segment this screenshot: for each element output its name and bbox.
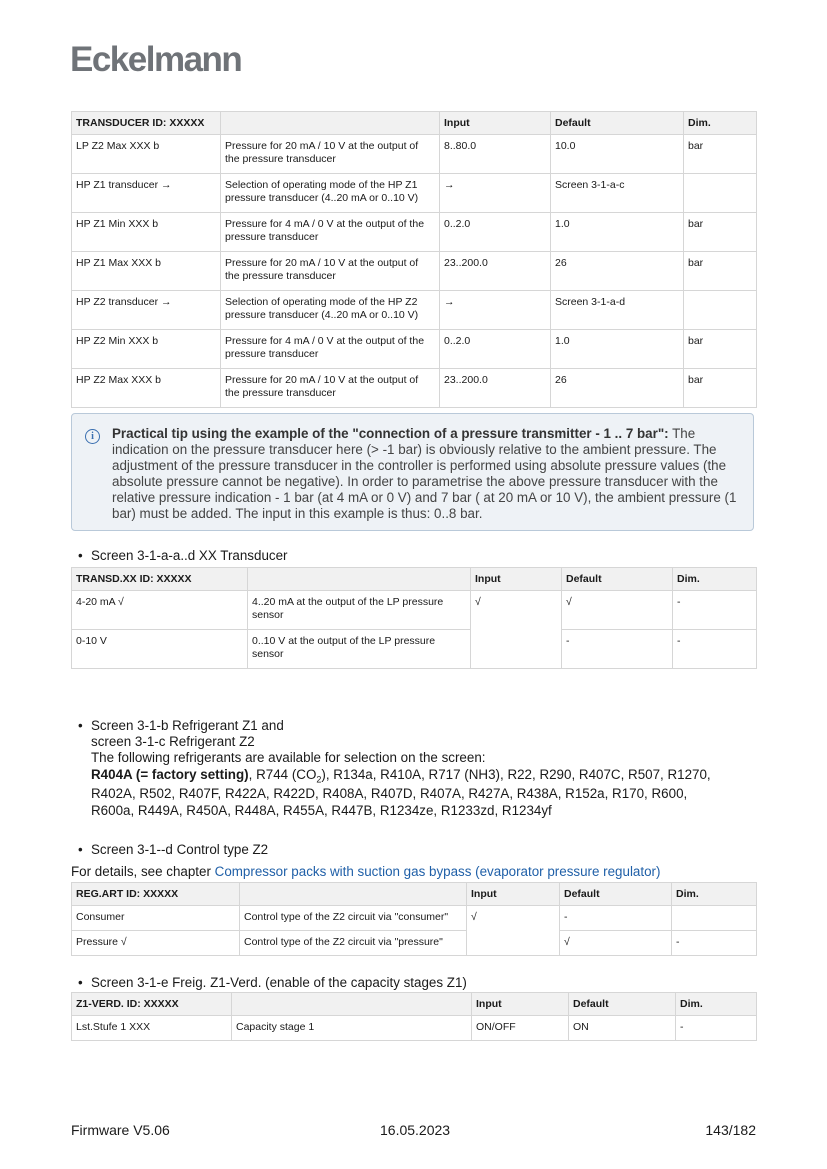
bullet-text: Screen 3-1-a-a..d XX Transducer xyxy=(91,548,288,563)
table-header-row xyxy=(72,568,757,591)
table-row xyxy=(72,213,757,252)
header-cell xyxy=(248,568,471,591)
table-cell: 26 xyxy=(551,369,684,408)
table-header-row xyxy=(72,993,757,1016)
table-row xyxy=(72,630,757,669)
table-cell: Pressure √ xyxy=(72,931,240,956)
table-cell: HP Z2 Max XXX b xyxy=(72,369,221,408)
tip-body: The indication on the pressure transducer here (> -1 bar) is obviously relative to the ambient pressure. The adjustment of the pressure transducer in the controller is performed using absolute pressure values (the absolute pressure cannot be negative). In order to parametrise the above pressure transducer with the relative pressure indication - 1 bar (at 4 mA or 0 V) and 7 bar ( at 20 mA or 10 V), the ambient pressure (1 bar) must be added. The input in this example is thus: 0..8 bar. xyxy=(112,426,737,521)
table-cell: 1.0 xyxy=(551,213,684,252)
table-cell: - xyxy=(560,906,672,931)
bullet-dot: • xyxy=(78,975,83,990)
table-cell: 0..2.0 xyxy=(440,213,551,252)
header-cell: REG.ART ID: XXXXX xyxy=(72,883,240,906)
table-row xyxy=(72,906,757,931)
subscript: 2 xyxy=(316,774,322,785)
table-cell: - xyxy=(672,931,757,956)
table-cell: HP Z1 Max XXX b xyxy=(72,252,221,291)
table-cell: - xyxy=(562,630,673,669)
table-cell: Selection of operating mode of the HP Z2 pressure transducer (4..20 mA or 0..10 V) xyxy=(221,291,440,330)
table-cell: bar xyxy=(684,330,757,369)
table-cell: 23..200.0 xyxy=(440,369,551,408)
table-cell: ON xyxy=(569,1016,676,1041)
practical-tip-box xyxy=(71,413,754,531)
table-cell: 0..10 V at the output of the LP pressure sensor xyxy=(248,630,471,669)
table-cell: HP Z2 transducer → xyxy=(72,291,221,330)
bullet-line: The following refrigerants are available for selection on the screen: xyxy=(91,750,486,765)
table-header-row xyxy=(72,112,757,135)
refrigerant-list xyxy=(91,767,711,788)
header-cell: Dim. xyxy=(673,568,757,591)
bullet-dot: • xyxy=(78,718,83,733)
table-cell: Lst.Stufe 1 XXX xyxy=(72,1016,232,1041)
header-cell: TRANSDUCER ID: XXXXX xyxy=(72,112,221,135)
table-cell: → xyxy=(440,291,551,330)
header-cell: Dim. xyxy=(672,883,757,906)
table-row xyxy=(72,174,757,213)
table-cell: 4..20 mA at the output of the LP pressure sensor xyxy=(248,591,471,630)
details-prefix: For details, see chapter xyxy=(71,864,215,879)
bullet-line: screen 3-1-c Refrigerant Z2 xyxy=(91,734,255,749)
table-cell: 4-20 mA √ xyxy=(72,591,248,630)
table-cell: 23..200.0 xyxy=(440,252,551,291)
refrigerant-text: ), R134a, R410A, R717 (NH3), R22, R290, R407C, R507, R1270, xyxy=(321,767,711,782)
header-cell: Z1-VERD. ID: XXXXX xyxy=(72,993,232,1016)
table-cell: Pressure for 4 mA / 0 V at the output of the pressure transducer xyxy=(221,330,440,369)
table-cell: √ xyxy=(467,906,560,956)
table-cell: HP Z1 Min XXX b xyxy=(72,213,221,252)
factory-setting-refrigerant: R404A (= factory setting) xyxy=(91,767,249,782)
table-cell: 1.0 xyxy=(551,330,684,369)
table-cell: 0-10 V xyxy=(72,630,248,669)
table-cell: bar xyxy=(684,369,757,408)
table-cell xyxy=(672,906,757,931)
table-cell: bar xyxy=(684,252,757,291)
header-cell: Default xyxy=(569,993,676,1016)
table-row xyxy=(72,330,757,369)
table-cell: Control type of the Z2 circuit via "pressure" xyxy=(240,931,467,956)
table-cell: HP Z1 transducer → xyxy=(72,174,221,213)
table-cell: Screen 3-1-a-c xyxy=(551,174,684,213)
table-cell: LP Z2 Max XXX b xyxy=(72,135,221,174)
table-row xyxy=(72,1016,757,1041)
table-cell xyxy=(684,291,757,330)
bullet-dot: • xyxy=(78,548,83,563)
tip-text xyxy=(112,426,744,522)
table-cell: bar xyxy=(684,135,757,174)
reg-art-table xyxy=(71,882,757,956)
table-cell: 0..2.0 xyxy=(440,330,551,369)
table-cell: Consumer xyxy=(72,906,240,931)
table-cell: 26 xyxy=(551,252,684,291)
header-cell: Input xyxy=(440,112,551,135)
bullet-text: Screen 3-1--d Control type Z2 xyxy=(91,842,269,857)
table-cell: √ xyxy=(562,591,673,630)
z1-verd-table xyxy=(71,992,757,1041)
table-cell: Pressure for 20 mA / 10 V at the output of the pressure transducer xyxy=(221,252,440,291)
refrigerant-text: , R744 (CO xyxy=(248,767,317,782)
table-cell: - xyxy=(673,591,757,630)
footer-page-number: 143/182 xyxy=(705,1122,756,1138)
table-cell: HP Z2 Min XXX b xyxy=(72,330,221,369)
table-header-row xyxy=(72,883,757,906)
header-cell: Dim. xyxy=(676,993,757,1016)
header-cell xyxy=(232,993,472,1016)
table-row xyxy=(72,591,757,630)
bullet-dot: • xyxy=(78,842,83,857)
refrigerant-list: R402A, R502, R407F, R422A, R422D, R408A, R407D, R407A, R427A, R438A, R152a, R170, R600, xyxy=(91,786,688,801)
table-cell: 10.0 xyxy=(551,135,684,174)
header-cell: Dim. xyxy=(684,112,757,135)
header-cell: Input xyxy=(471,568,562,591)
header-cell: Default xyxy=(562,568,673,591)
table-row xyxy=(72,369,757,408)
table-cell: √ xyxy=(471,591,562,669)
header-cell xyxy=(221,112,440,135)
header-cell: Default xyxy=(560,883,672,906)
table-row xyxy=(72,291,757,330)
bullet-line: Screen 3-1-b Refrigerant Z1 and xyxy=(91,718,284,733)
header-cell xyxy=(240,883,467,906)
refrigerant-list: R600a, R449A, R450A, R448A, R455A, R447B, R1234ze, R1233zd, R1234yf xyxy=(91,803,552,818)
info-icon: i xyxy=(85,429,100,444)
eckelmann-logo: Eckelmann xyxy=(70,40,242,79)
header-cell: TRANSD.XX ID: XXXXX xyxy=(72,568,248,591)
table-cell: 8..80.0 xyxy=(440,135,551,174)
table-cell: Pressure for 20 mA / 10 V at the output of the pressure transducer xyxy=(221,369,440,408)
footer-date: 16.05.2023 xyxy=(380,1122,451,1138)
table-cell: Selection of operating mode of the HP Z1 pressure transducer (4..20 mA or 0..10 V) xyxy=(221,174,440,213)
table-row xyxy=(72,931,757,956)
bullet-text: Screen 3-1-e Freig. Z1-Verd. (enable of the capacity stages Z1) xyxy=(91,975,467,990)
header-cell: Input xyxy=(472,993,569,1016)
table-cell: ON/OFF xyxy=(472,1016,569,1041)
table-cell: Pressure for 4 mA / 0 V at the output of the pressure transducer xyxy=(221,213,440,252)
table-cell: → xyxy=(440,174,551,213)
table-row xyxy=(72,252,757,291)
table-cell: - xyxy=(673,630,757,669)
header-cell: Input xyxy=(467,883,560,906)
transducer-table xyxy=(71,111,757,408)
transd-xx-table xyxy=(71,567,757,669)
table-row xyxy=(72,135,757,174)
table-cell: √ xyxy=(560,931,672,956)
details-paragraph xyxy=(71,864,660,880)
table-cell: Capacity stage 1 xyxy=(232,1016,472,1041)
footer-firmware: Firmware V5.06 xyxy=(71,1122,170,1138)
table-cell: Screen 3-1-a-d xyxy=(551,291,684,330)
table-cell: bar xyxy=(684,213,757,252)
table-cell: Control type of the Z2 circuit via "consumer" xyxy=(240,906,467,931)
table-cell: - xyxy=(676,1016,757,1041)
table-cell xyxy=(684,174,757,213)
tip-title: Practical tip using the example of the "connection of a pressure transmitter - 1 .. 7 bar": xyxy=(112,426,669,441)
chapter-link[interactable]: Compressor packs with suction gas bypass (evaporator pressure regulator) xyxy=(214,864,661,879)
table-cell: Pressure for 20 mA / 10 V at the output of the pressure transducer xyxy=(221,135,440,174)
header-cell: Default xyxy=(551,112,684,135)
